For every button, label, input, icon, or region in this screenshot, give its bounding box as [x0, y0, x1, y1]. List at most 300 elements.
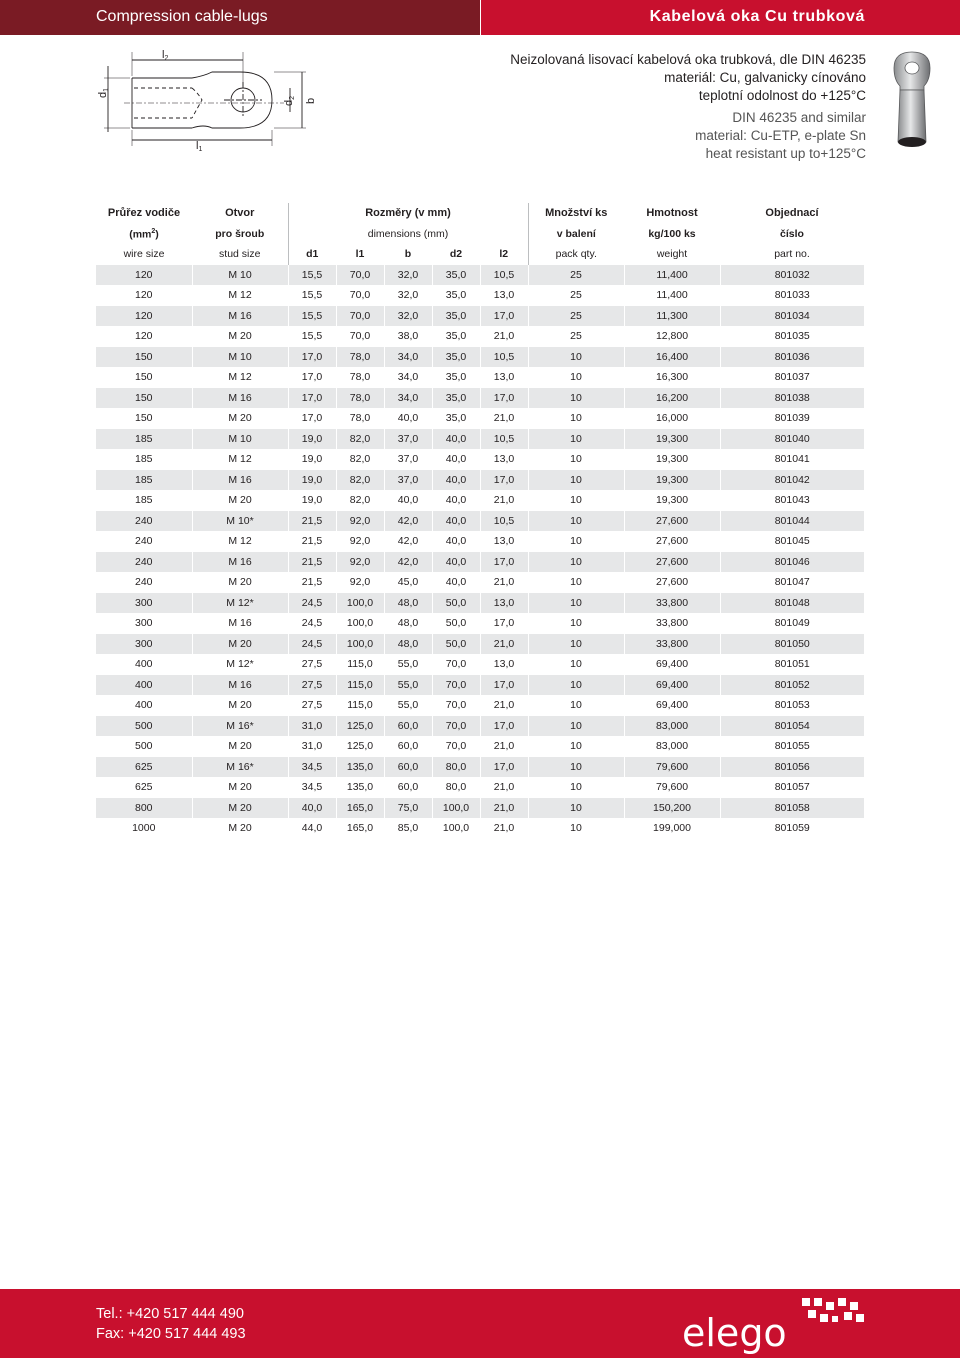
cell-d1: 31,0 — [288, 716, 336, 737]
cell-l2: 13,0 — [480, 285, 528, 306]
cell-l1: 78,0 — [336, 408, 384, 429]
cell-stud-size: M 16 — [192, 470, 288, 491]
header-order: Objednací — [765, 207, 819, 220]
table-row — [96, 285, 864, 306]
cell-l2: 21,0 — [480, 736, 528, 757]
cell-d2: 35,0 — [432, 347, 480, 368]
cell-part-no: 801032 — [720, 265, 864, 286]
table-row — [96, 634, 864, 655]
cell-pack-qty: 10 — [528, 798, 624, 819]
cell-part-no: 801050 — [720, 634, 864, 655]
cell-pack-qty: 10 — [528, 716, 624, 737]
label-b: b — [305, 97, 317, 104]
cell-b: 34,0 — [384, 367, 432, 388]
cell-stud-size: M 12 — [192, 449, 288, 470]
cell-d1: 21,5 — [288, 511, 336, 532]
cell-d2: 35,0 — [432, 285, 480, 306]
cell-l1: 100,0 — [336, 634, 384, 655]
elego-logo — [680, 1296, 870, 1354]
cell-wire-size: 185 — [96, 490, 192, 511]
description-en-line1: DIN 46235 and similar — [732, 110, 866, 125]
cell-pack-qty: 25 — [528, 306, 624, 327]
cell-weight: 69,400 — [624, 695, 720, 716]
cell-d1: 19,0 — [288, 490, 336, 511]
cell-weight: 16,300 — [624, 367, 720, 388]
table-row — [96, 326, 864, 347]
cell-pack-qty: 10 — [528, 552, 624, 573]
cell-b: 55,0 — [384, 654, 432, 675]
description-en-line3: heat resistant up to+125°C — [705, 146, 866, 161]
cell-pack-qty: 10 — [528, 449, 624, 470]
cell-b: 48,0 — [384, 634, 432, 655]
cell-weight: 11,400 — [624, 265, 720, 286]
cell-l1: 78,0 — [336, 347, 384, 368]
svg-text:l2: l2 — [162, 49, 169, 62]
cell-b: 37,0 — [384, 429, 432, 450]
cell-l2: 13,0 — [480, 654, 528, 675]
cell-l2: 17,0 — [480, 388, 528, 409]
cell-d1: 15,5 — [288, 285, 336, 306]
cable-lug-spec-table — [96, 203, 864, 839]
cell-l2: 17,0 — [480, 716, 528, 737]
cell-weight: 79,600 — [624, 777, 720, 798]
cell-d1: 15,5 — [288, 306, 336, 327]
cell-stud-size: M 20 — [192, 490, 288, 511]
cell-d2: 40,0 — [432, 552, 480, 573]
cell-part-no: 801051 — [720, 654, 864, 675]
table-row — [96, 572, 864, 593]
table-row — [96, 265, 864, 286]
cell-pack-qty: 10 — [528, 675, 624, 696]
cell-d2: 35,0 — [432, 265, 480, 286]
cell-wire-size: 120 — [96, 306, 192, 327]
header-stud-en: stud size — [219, 248, 261, 261]
cell-weight: 19,300 — [624, 470, 720, 491]
cell-part-no: 801033 — [720, 285, 864, 306]
cell-b: 60,0 — [384, 736, 432, 757]
cell-wire-size: 400 — [96, 695, 192, 716]
cell-d1: 17,0 — [288, 388, 336, 409]
cell-stud-size: M 20 — [192, 777, 288, 798]
table-row — [96, 695, 864, 716]
cell-d1: 31,0 — [288, 736, 336, 757]
cell-wire-size: 120 — [96, 265, 192, 286]
header-wire-en: wire size — [123, 248, 165, 261]
cell-b: 42,0 — [384, 531, 432, 552]
table-row — [96, 367, 864, 388]
cell-stud-size: M 20 — [192, 798, 288, 819]
cell-stud-size: M 20 — [192, 572, 288, 593]
cell-l2: 21,0 — [480, 798, 528, 819]
cell-weight: 12,800 — [624, 326, 720, 347]
cell-d1: 27,5 — [288, 654, 336, 675]
cell-pack-qty: 25 — [528, 265, 624, 286]
cell-part-no: 801052 — [720, 675, 864, 696]
cell-d1: 44,0 — [288, 818, 336, 839]
cell-wire-size: 150 — [96, 367, 192, 388]
cell-stud-size: M 10 — [192, 347, 288, 368]
table-row — [96, 613, 864, 634]
cell-pack-qty: 10 — [528, 408, 624, 429]
cell-l2: 21,0 — [480, 326, 528, 347]
cell-b: 55,0 — [384, 695, 432, 716]
cell-pack-qty: 10 — [528, 511, 624, 532]
cell-wire-size: 400 — [96, 675, 192, 696]
cell-stud-size: M 12 — [192, 531, 288, 552]
cell-b: 34,0 — [384, 347, 432, 368]
cell-d2: 100,0 — [432, 798, 480, 819]
cell-d1: 21,5 — [288, 552, 336, 573]
cell-l1: 115,0 — [336, 695, 384, 716]
cell-stud-size: M 16 — [192, 613, 288, 634]
header-d1: d1 — [288, 244, 336, 265]
cell-b: 37,0 — [384, 449, 432, 470]
table-row — [96, 388, 864, 409]
table-header-row-3 — [96, 244, 864, 265]
cell-l2: 17,0 — [480, 675, 528, 696]
cell-d2: 100,0 — [432, 818, 480, 839]
table-row — [96, 818, 864, 839]
header-qty-en: pack qty. — [528, 244, 624, 265]
cell-l1: 115,0 — [336, 675, 384, 696]
cell-part-no: 801056 — [720, 757, 864, 778]
cell-part-no: 801048 — [720, 593, 864, 614]
cell-l2: 10,5 — [480, 265, 528, 286]
cell-d2: 70,0 — [432, 675, 480, 696]
cell-stud-size: M 10 — [192, 265, 288, 286]
cell-pack-qty: 10 — [528, 367, 624, 388]
cell-d2: 35,0 — [432, 367, 480, 388]
footer-telephone: Tel.: +420 517 444 490 — [96, 1306, 244, 1322]
header-left-bar — [0, 0, 480, 35]
cell-wire-size: 240 — [96, 531, 192, 552]
header-wire: Průřez vodiče — [107, 207, 181, 220]
cell-part-no: 801057 — [720, 777, 864, 798]
cell-part-no: 801047 — [720, 572, 864, 593]
cell-d1: 15,5 — [288, 326, 336, 347]
cell-part-no: 801046 — [720, 552, 864, 573]
svg-text:l1: l1 — [196, 140, 203, 153]
cell-d1: 34,5 — [288, 757, 336, 778]
description-en-line2: material: Cu-ETP, e-plate Sn — [695, 128, 866, 143]
cell-part-no: 801040 — [720, 429, 864, 450]
cell-part-no: 801053 — [720, 695, 864, 716]
cell-weight: 16,000 — [624, 408, 720, 429]
cell-pack-qty: 10 — [528, 388, 624, 409]
cell-l2: 21,0 — [480, 818, 528, 839]
header-right-bar — [481, 0, 960, 35]
cell-l1: 82,0 — [336, 429, 384, 450]
cell-l2: 17,0 — [480, 613, 528, 634]
cell-wire-size: 120 — [96, 285, 192, 306]
table-header-row-1 — [96, 203, 864, 224]
cell-weight: 16,400 — [624, 347, 720, 368]
cell-wire-size: 400 — [96, 654, 192, 675]
cell-stud-size: M 16* — [192, 716, 288, 737]
cell-d1: 17,0 — [288, 408, 336, 429]
cell-b: 45,0 — [384, 572, 432, 593]
cell-pack-qty: 10 — [528, 572, 624, 593]
cell-part-no: 801038 — [720, 388, 864, 409]
table-row — [96, 798, 864, 819]
cell-d1: 34,5 — [288, 777, 336, 798]
cell-d1: 40,0 — [288, 798, 336, 819]
table-row — [96, 429, 864, 450]
table-row — [96, 470, 864, 491]
cell-stud-size: M 20 — [192, 326, 288, 347]
cell-wire-size: 150 — [96, 388, 192, 409]
cell-l2: 21,0 — [480, 777, 528, 798]
cell-b: 34,0 — [384, 388, 432, 409]
cell-stud-size: M 12* — [192, 654, 288, 675]
label-d1: d — [97, 91, 109, 98]
cell-weight: 69,400 — [624, 675, 720, 696]
cell-part-no: 801042 — [720, 470, 864, 491]
cell-l1: 135,0 — [336, 777, 384, 798]
header-l1: l1 — [355, 248, 365, 261]
cell-pack-qty: 10 — [528, 777, 624, 798]
cell-stud-size: M 16 — [192, 552, 288, 573]
cell-l1: 92,0 — [336, 531, 384, 552]
svg-text:d1: d1 — [97, 87, 110, 98]
cell-weight: 19,300 — [624, 490, 720, 511]
cell-wire-size: 1000 — [96, 818, 192, 839]
cell-l1: 92,0 — [336, 552, 384, 573]
description-cz-line2: materiál: Cu, galvanicky cínováno — [664, 70, 866, 85]
header-d2: d2 — [449, 248, 463, 261]
cell-pack-qty: 10 — [528, 490, 624, 511]
cell-weight: 16,200 — [624, 388, 720, 409]
cell-weight: 199,000 — [624, 818, 720, 839]
cell-weight: 33,800 — [624, 593, 720, 614]
cell-part-no: 801035 — [720, 326, 864, 347]
cell-wire-size: 150 — [96, 347, 192, 368]
cell-l2: 10,5 — [480, 347, 528, 368]
cell-l1: 115,0 — [336, 654, 384, 675]
cell-pack-qty: 10 — [528, 654, 624, 675]
cell-d2: 80,0 — [432, 777, 480, 798]
table-row — [96, 552, 864, 573]
header-stud-cz: pro šroub — [215, 227, 265, 240]
cell-l1: 82,0 — [336, 449, 384, 470]
header-weight-unit: kg/100 ks — [648, 227, 696, 240]
cell-d1: 21,5 — [288, 572, 336, 593]
cell-weight: 83,000 — [624, 716, 720, 737]
cell-d2: 50,0 — [432, 593, 480, 614]
cell-wire-size: 500 — [96, 716, 192, 737]
cell-b: 32,0 — [384, 306, 432, 327]
cell-l1: 70,0 — [336, 265, 384, 286]
cell-weight: 27,600 — [624, 511, 720, 532]
label-d2: d — [283, 99, 295, 106]
cell-weight: 83,000 — [624, 736, 720, 757]
cell-weight: 27,600 — [624, 531, 720, 552]
cell-l2: 21,0 — [480, 695, 528, 716]
cell-pack-qty: 10 — [528, 593, 624, 614]
header-qty-cz: v balení — [528, 224, 624, 245]
table-row — [96, 511, 864, 532]
table-header-row-2 — [96, 224, 864, 245]
header-dims-en: dimensions (mm) — [288, 224, 528, 245]
cell-l2: 10,5 — [480, 429, 528, 450]
cell-b: 48,0 — [384, 613, 432, 634]
header-dims: Rozměry (v mm) — [288, 203, 528, 224]
cell-d2: 50,0 — [432, 613, 480, 634]
cell-stud-size: M 20 — [192, 634, 288, 655]
cell-d2: 70,0 — [432, 695, 480, 716]
cell-b: 40,0 — [384, 490, 432, 511]
table-row — [96, 675, 864, 696]
cell-b: 48,0 — [384, 593, 432, 614]
cell-l2: 13,0 — [480, 531, 528, 552]
cell-l2: 13,0 — [480, 367, 528, 388]
cell-d1: 17,0 — [288, 347, 336, 368]
cell-d1: 15,5 — [288, 265, 336, 286]
cell-d2: 35,0 — [432, 326, 480, 347]
cell-d2: 40,0 — [432, 572, 480, 593]
cell-part-no: 801043 — [720, 490, 864, 511]
cell-stud-size: M 16 — [192, 388, 288, 409]
cell-wire-size: 500 — [96, 736, 192, 757]
cell-wire-size: 300 — [96, 593, 192, 614]
table-row — [96, 306, 864, 327]
cell-pack-qty: 10 — [528, 695, 624, 716]
cell-l1: 165,0 — [336, 818, 384, 839]
cell-pack-qty: 10 — [528, 531, 624, 552]
cell-b: 42,0 — [384, 552, 432, 573]
header-stud: Otvor — [225, 207, 255, 220]
cell-part-no: 801055 — [720, 736, 864, 757]
cell-pack-qty: 25 — [528, 326, 624, 347]
cell-d2: 40,0 — [432, 531, 480, 552]
cell-d2: 70,0 — [432, 716, 480, 737]
cell-stud-size: M 20 — [192, 695, 288, 716]
cell-d2: 40,0 — [432, 511, 480, 532]
cell-b: 38,0 — [384, 326, 432, 347]
description-cz-line1: Neizolovaná lisovací kabelová oka trubková, dle DIN 46235 — [510, 52, 866, 67]
header-weight-en: weight — [656, 248, 688, 261]
cell-pack-qty: 10 — [528, 736, 624, 757]
cell-l2: 17,0 — [480, 757, 528, 778]
cell-d1: 19,0 — [288, 429, 336, 450]
cell-stud-size: M 10 — [192, 429, 288, 450]
cell-stud-size: M 20 — [192, 736, 288, 757]
cell-b: 60,0 — [384, 716, 432, 737]
cell-weight: 79,600 — [624, 757, 720, 778]
cell-weight: 19,300 — [624, 449, 720, 470]
cell-part-no: 801044 — [720, 511, 864, 532]
cell-l2: 21,0 — [480, 490, 528, 511]
cell-d2: 40,0 — [432, 470, 480, 491]
logo-wordmark: elego — [682, 1311, 787, 1355]
cell-pack-qty: 10 — [528, 429, 624, 450]
cell-weight: 69,400 — [624, 654, 720, 675]
cell-weight: 11,300 — [624, 306, 720, 327]
label-l2: l — [162, 49, 165, 61]
cell-wire-size: 800 — [96, 798, 192, 819]
cell-d1: 24,5 — [288, 593, 336, 614]
cell-part-no: 801037 — [720, 367, 864, 388]
cell-wire-size: 625 — [96, 757, 192, 778]
table-row — [96, 531, 864, 552]
header-qty: Množství ks — [528, 203, 624, 224]
cell-pack-qty: 10 — [528, 818, 624, 839]
cell-stud-size: M 12* — [192, 593, 288, 614]
cell-l2: 13,0 — [480, 449, 528, 470]
cell-l1: 92,0 — [336, 511, 384, 532]
cell-wire-size: 240 — [96, 511, 192, 532]
cell-l1: 125,0 — [336, 716, 384, 737]
cell-l2: 21,0 — [480, 572, 528, 593]
cell-d1: 27,5 — [288, 675, 336, 696]
cell-l2: 17,0 — [480, 552, 528, 573]
cell-l2: 21,0 — [480, 408, 528, 429]
cell-l1: 78,0 — [336, 388, 384, 409]
label-l1: l — [196, 140, 199, 152]
cell-wire-size: 240 — [96, 572, 192, 593]
cell-l2: 13,0 — [480, 593, 528, 614]
cell-pack-qty: 10 — [528, 470, 624, 491]
cell-d2: 35,0 — [432, 306, 480, 327]
cell-l1: 135,0 — [336, 757, 384, 778]
header-weight: Hmotnost — [646, 207, 698, 220]
cell-b: 32,0 — [384, 265, 432, 286]
cell-b: 60,0 — [384, 777, 432, 798]
cell-d1: 24,5 — [288, 634, 336, 655]
cell-b: 37,0 — [384, 470, 432, 491]
cell-wire-size: 300 — [96, 613, 192, 634]
cell-l1: 125,0 — [336, 736, 384, 757]
table-row — [96, 490, 864, 511]
header-order-cz: číslo — [780, 227, 804, 240]
table-row — [96, 654, 864, 675]
table-row — [96, 347, 864, 368]
cell-b: 60,0 — [384, 757, 432, 778]
cell-b: 55,0 — [384, 675, 432, 696]
cable-lug-photo — [890, 50, 934, 150]
cell-l1: 100,0 — [336, 593, 384, 614]
cell-d1: 19,0 — [288, 470, 336, 491]
cell-weight: 19,300 — [624, 429, 720, 450]
cell-d2: 35,0 — [432, 408, 480, 429]
cell-wire-size: 300 — [96, 634, 192, 655]
cell-part-no: 801058 — [720, 798, 864, 819]
cell-d1: 19,0 — [288, 449, 336, 470]
cell-part-no: 801049 — [720, 613, 864, 634]
cell-weight: 11,400 — [624, 285, 720, 306]
cell-weight: 33,800 — [624, 634, 720, 655]
cell-wire-size: 120 — [96, 326, 192, 347]
cell-pack-qty: 10 — [528, 613, 624, 634]
cell-l1: 70,0 — [336, 285, 384, 306]
cell-pack-qty: 10 — [528, 634, 624, 655]
cell-weight: 33,800 — [624, 613, 720, 634]
cell-d2: 50,0 — [432, 634, 480, 655]
cell-wire-size: 625 — [96, 777, 192, 798]
cell-d2: 70,0 — [432, 654, 480, 675]
table-row — [96, 757, 864, 778]
header-l2: l2 — [499, 248, 509, 261]
cell-b: 42,0 — [384, 511, 432, 532]
description-cz-line3: teplotní odolnost do +125°C — [698, 88, 866, 103]
cell-pack-qty: 25 — [528, 285, 624, 306]
cell-l1: 70,0 — [336, 326, 384, 347]
cell-b: 85,0 — [384, 818, 432, 839]
cell-part-no: 801041 — [720, 449, 864, 470]
cell-d2: 40,0 — [432, 429, 480, 450]
cell-pack-qty: 10 — [528, 347, 624, 368]
cell-d2: 80,0 — [432, 757, 480, 778]
